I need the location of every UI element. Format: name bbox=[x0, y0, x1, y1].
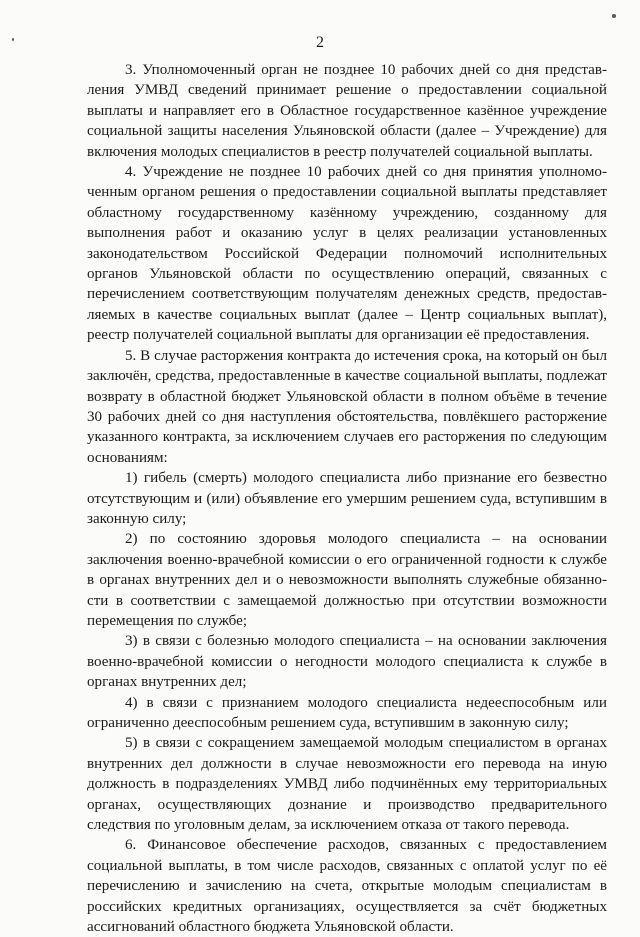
paragraph-5: 5. В случае расторжения контракта до истечения срока, на который он был заключён, средства, предоставленные в качестве социальной выплаты, подлежат возврату в областной бюджет Ульяновской области в полном объёме в течение 30 рабочих дней со дня наступления обстоятельства, повлёкшего расторжение указанного контракта, за исключением случаев его расторжения по следующим основаниям: bbox=[87, 347, 607, 466]
paragraph-6: 6. Финансовое обеспечение расходов, связанных с предоставлением социальной выплаты, в том числе расходов, связанных с оплатой услуг по её перечислению и зачислению на счета, открытые молодым специалистам в российских кредитных организациях, осуществляется за счёт бюджетных ассигнований областного бюджета Ульяновской области. bbox=[87, 837, 607, 936]
document-body bbox=[87, 60, 607, 937]
scan-artifact-dot bbox=[12, 38, 14, 41]
list-item-5: 5) в связи с сокращением замещаемой молодым специалистом в органах внутренних дел должности в случае невозможности его перевода на иную должность в подразделениях УМВД либо подчинённых ему территориальных органах, осуществляющих дознание и производство предварительного следствия по уголовным делам, за исключением отказа от такого перевода. bbox=[87, 735, 607, 834]
paragraph-4: 4. Учреждение не позднее 10 рабочих дней со дня принятия уполномоченным органом решения о предоставлении социальной выплаты представляет областному государственному казённому учреждению, созданному для выполнения работ и оказанию услуг в целях реализации установленных законодательством Российской Федерации полномочий исполнительных органов Ульяновской области по осуществлению операций, связанных с перечислением соответствующим получателям денежных средств, предоставляемых в качестве социальных выплат (далее – Центр социальных выплат), реестр получателей социальной выплаты для организации её предоставления. bbox=[87, 164, 607, 344]
list-item-2: 2) по состоянию здоровья молодого специалиста – на основании заключения военно-врачебной комиссии о его ограниченной годности к службе в органах внутренних дел и о невозможности выполнять служебные обязанности в соответствии с замещаемой должностью при отсутствии возможности перемещения по службе; bbox=[87, 531, 607, 629]
list-item-3: 3) в связи с болезнью молодого специалиста – на основании заключения военно-врачебной комиссии о негодности молодого специалиста к службе в органах внутренних дел; bbox=[87, 633, 607, 691]
page-number: 2 bbox=[316, 34, 324, 51]
scan-artifact-dot bbox=[612, 14, 616, 18]
paragraph-3: 3. Уполномоченный орган не позднее 10 рабочих дней со дня представления УМВД сведений принимает решение о предоставлении социальной выплаты и направляет его в Областное государственное казённое учреждение социальной защиты населения Ульяновской области (далее – Учреждение) для включения молодых специалистов в реестр получателей социальной выплаты. bbox=[87, 62, 607, 160]
list-item-1: 1) гибель (смерть) молодого специалиста либо признание его безвестно отсутствующим и (или) объявление его умершим решением суда, вступившим в законную силу; bbox=[87, 470, 607, 527]
list-item-4: 4) в связи с признанием молодого специалиста недееспособным или ограниченно дееспособным решением суда, вступившим в законную силу; bbox=[87, 694, 607, 731]
